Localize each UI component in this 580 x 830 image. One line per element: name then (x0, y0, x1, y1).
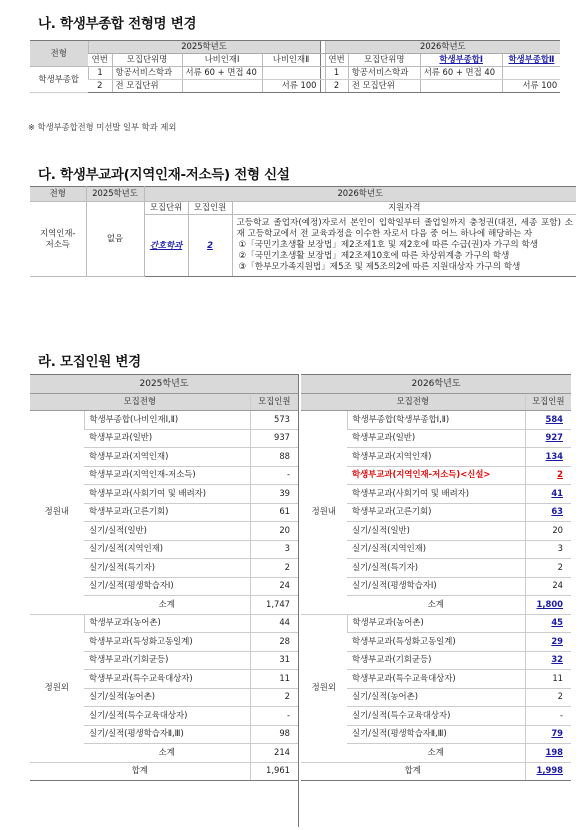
header-type: 전형 (30, 187, 86, 202)
col-type: 모집전형 (301, 394, 525, 411)
header-2025: 2025학년도 (86, 187, 144, 202)
cell-method: 서류 100 (262, 80, 320, 93)
admission-count: 24 (525, 577, 571, 596)
admission-count: - (250, 466, 298, 485)
admission-type-name: 실기/실적(일반) (347, 522, 525, 541)
admission-type-name: 학생부종합(학생부종합Ⅰ,Ⅱ) (347, 411, 525, 430)
col-nabi1: 나비인재Ⅰ (182, 54, 262, 67)
col-count: 모집인원 (188, 202, 232, 215)
quota-table-2026 (301, 374, 571, 781)
row-label: 학생부종합 (30, 67, 88, 93)
admission-type-name: 실기/실적(지역인재) (84, 540, 250, 559)
admission-count: 3 (525, 540, 571, 559)
admission-count: 88 (250, 448, 298, 467)
group-label-out: 정원외 (30, 614, 84, 762)
col-qualification: 지원자격 (232, 202, 576, 215)
group-label-in: 정원내 (30, 411, 84, 615)
year-header: 2025학년도 (30, 375, 298, 394)
admission-type-name: 학생부교과(일반) (347, 429, 525, 448)
header-2026: 2026학년도 (325, 41, 560, 54)
quota-table-2025 (30, 374, 298, 781)
admission-type-name: 학생부교과(지역인재-저소득) (84, 466, 250, 485)
admission-type-name: 학생부교과(지역인재) (347, 448, 525, 467)
subtotal-label: 소계 (84, 744, 250, 763)
admission-type-name: 학생부교과(기회균등) (347, 651, 525, 670)
cell-no: 2 (88, 80, 112, 93)
col-jonghap1: 학생부종합Ⅰ (420, 54, 502, 67)
row-label-line1: 지역인재- (40, 228, 76, 239)
admission-count: 32 (525, 651, 571, 670)
total-row (301, 762, 571, 781)
admission-count: 573 (250, 411, 298, 430)
admission-type-name: 학생부교과(사회기여 및 배려자) (84, 485, 250, 504)
group-label-out: 정원외 (301, 614, 347, 762)
admission-count: 98 (250, 725, 298, 744)
admission-type-name: 학생부교과(농어촌) (347, 614, 525, 633)
footnote: ※ 학생부종합전형 미선발 일부 학과 제외 (28, 122, 177, 132)
count-value: 2 (207, 239, 213, 250)
cell-no: 1 (325, 67, 348, 80)
admission-count: 39 (250, 485, 298, 504)
cell-method: 서류 60 + 면접 40 (182, 67, 262, 80)
col-unit: 모집단위 (144, 202, 188, 215)
admission-count: 79 (525, 725, 571, 744)
count-cell (188, 215, 232, 277)
total-value: 1,998 (525, 762, 571, 781)
admission-count: 11 (250, 670, 298, 689)
admission-count: 134 (525, 448, 571, 467)
subtotal-label: 소계 (347, 744, 525, 763)
subtotal-value: 198 (525, 744, 571, 763)
cell-method (262, 67, 320, 80)
section-title-ra: 라. 모집인원 변경 (38, 354, 141, 370)
col-type: 모집전형 (30, 394, 250, 411)
admission-count: - (250, 707, 298, 726)
admission-type-name: 학생부교과(고른기회) (347, 503, 525, 522)
header-2026: 2026학년도 (144, 187, 576, 202)
cell-unit: 항공서비스학과 (348, 67, 420, 80)
cell-no: 2 (325, 80, 348, 93)
admission-type-name: 실기/실적(지역인재) (347, 540, 525, 559)
table-row (30, 411, 298, 430)
admission-count: 20 (250, 522, 298, 541)
section-title-na: 나. 학생부종합 전형명 변경 (38, 16, 197, 32)
cell-unit: 항공서비스학과 (112, 67, 182, 80)
col-unit: 모집단위명 (112, 54, 182, 67)
prev-year-value: 없음 (86, 202, 144, 277)
admission-count: 29 (525, 633, 571, 652)
admission-count: 41 (525, 485, 571, 504)
section-title-da: 다. 학생부교과(지역인재-저소득) 전형 신설 (38, 167, 290, 183)
col-count: 모집인원 (525, 394, 571, 411)
admission-count: 31 (250, 651, 298, 670)
cell-method (420, 80, 502, 93)
admission-type-name: 학생부교과(기회균등) (84, 651, 250, 670)
col-no: 연번 (88, 54, 112, 67)
col-unit: 모집단위명 (348, 54, 420, 67)
admission-type-name: 실기/실적(특기자) (84, 559, 250, 578)
cell-method: 서류 60 + 면접 40 (420, 67, 502, 80)
admission-type-name: 실기/실적(평생학습자Ⅱ,Ⅲ) (84, 725, 250, 744)
admission-type-name: 실기/실적(특수교육대상자) (347, 707, 525, 726)
subtotal-value: 214 (250, 744, 298, 763)
admission-count: 2 (525, 688, 571, 707)
admission-type-name: 실기/실적(평생학습자Ⅰ) (84, 577, 250, 596)
qual-item-3: ③「한부모가족지원법」제5조 및 제5조의2에 따른 지원대상자 가구의 학생 (238, 262, 521, 272)
admission-type-name: 실기/실적(평생학습자Ⅱ,Ⅲ) (347, 725, 525, 744)
subtotal-value: 1,800 (525, 596, 571, 615)
qual-intro: 고등학교 졸업자(예정)자로서 본인이 입학일부터 졸업일까지 충청권(대전, 세종 포함) 소재 고등학교에서 전 교육과정을 이수한 자로서 다음 중 어느 하나에 해당하는 자 (236, 218, 573, 239)
admission-count: 61 (250, 503, 298, 522)
total-label: 합계 (301, 762, 525, 781)
qualification-text (232, 215, 576, 277)
admission-type-name: 학생부교과(특성화고동일계) (84, 633, 250, 652)
qual-item-2: ②「국민기초생활 보장법」제2조제10호에 따른 차상위계층 가구의 학생 (238, 251, 510, 261)
admission-count: 927 (525, 429, 571, 448)
header-2025: 2025학년도 (88, 41, 320, 54)
col-jonghap2: 학생부종합Ⅱ (502, 54, 560, 67)
group-label-in: 정원내 (301, 411, 347, 615)
qual-item-1: ①「국민기초생활 보장법」제2조제1호 및 제2호에 따른 수급(권)자 가구의 학생 (238, 240, 539, 250)
subtotal-value: 1,747 (250, 596, 298, 615)
table-divider (298, 374, 299, 827)
table-row (30, 614, 298, 633)
admission-type-name: 학생부교과(특성화고동일계) (347, 633, 525, 652)
col-nabi2: 나비인재Ⅱ (262, 54, 320, 67)
admission-count: 937 (250, 429, 298, 448)
row-label (30, 202, 86, 277)
admission-count: 584 (525, 411, 571, 430)
admission-count: 63 (525, 503, 571, 522)
cell-unit: 전 모집단위 (348, 80, 420, 93)
admission-count: 20 (525, 522, 571, 541)
admission-type-name: 실기/실적(특기자) (347, 559, 525, 578)
subtotal-label: 소계 (84, 596, 250, 615)
admission-type-name: 학생부종합(나비인재Ⅰ,Ⅱ) (84, 411, 250, 430)
unit-nursing-label: 간호학과 (149, 239, 183, 250)
admission-type-name: 학생부교과(지역인재) (84, 448, 250, 467)
admission-type-name: 학생부교과(특수교육대상자) (84, 670, 250, 689)
admission-count: 45 (525, 614, 571, 633)
admission-type-name: 실기/실적(농어촌) (84, 688, 250, 707)
admission-type-name: 학생부교과(사회기여 및 배려자) (347, 485, 525, 504)
total-label: 합계 (30, 762, 250, 781)
admission-type-name: 학생부교과(일반) (84, 429, 250, 448)
admission-count: 2 (250, 559, 298, 578)
cell-method: 서류 100 (502, 80, 560, 93)
admission-type-name: 학생부교과(특수교육대상자) (347, 670, 525, 689)
total-value: 1,961 (250, 762, 298, 781)
admission-type-name: 학생부교과(농어촌) (84, 614, 250, 633)
total-row (30, 762, 298, 781)
cell-unit: 전 모집단위 (112, 80, 182, 93)
new-admission-table (30, 186, 576, 277)
col-count: 모집인원 (250, 394, 298, 411)
row-label-line2: 저소득 (45, 239, 70, 249)
admission-count: 11 (525, 670, 571, 689)
admission-count: 2 (250, 688, 298, 707)
admission-type-name: 실기/실적(특수교육대상자) (84, 707, 250, 726)
unit-nursing (144, 215, 188, 277)
subtotal-label: 소계 (347, 596, 525, 615)
admission-count: 2 (525, 559, 571, 578)
admission-count: 44 (250, 614, 298, 633)
admission-type-name: 학생부교과(지역인재-저소득)<신설> (347, 466, 525, 485)
col-no: 연번 (325, 54, 348, 67)
header-type: 전형 (30, 41, 88, 67)
name-change-table (30, 40, 560, 93)
table-row (301, 411, 571, 430)
cell-no: 1 (88, 67, 112, 80)
admission-type-name: 학생부교과(고른기회) (84, 503, 250, 522)
cell-method (182, 80, 262, 93)
admission-count: 2 (525, 466, 571, 485)
admission-type-name: 실기/실적(일반) (84, 522, 250, 541)
admission-count: 3 (250, 540, 298, 559)
cell-method (502, 67, 560, 80)
table-row (301, 614, 571, 633)
admission-type-name: 실기/실적(평생학습자Ⅰ) (347, 577, 525, 596)
admission-count: 24 (250, 577, 298, 596)
admission-count: - (525, 707, 571, 726)
year-header: 2026학년도 (301, 375, 571, 394)
admission-count: 28 (250, 633, 298, 652)
admission-type-name: 실기/실적(농어촌) (347, 688, 525, 707)
